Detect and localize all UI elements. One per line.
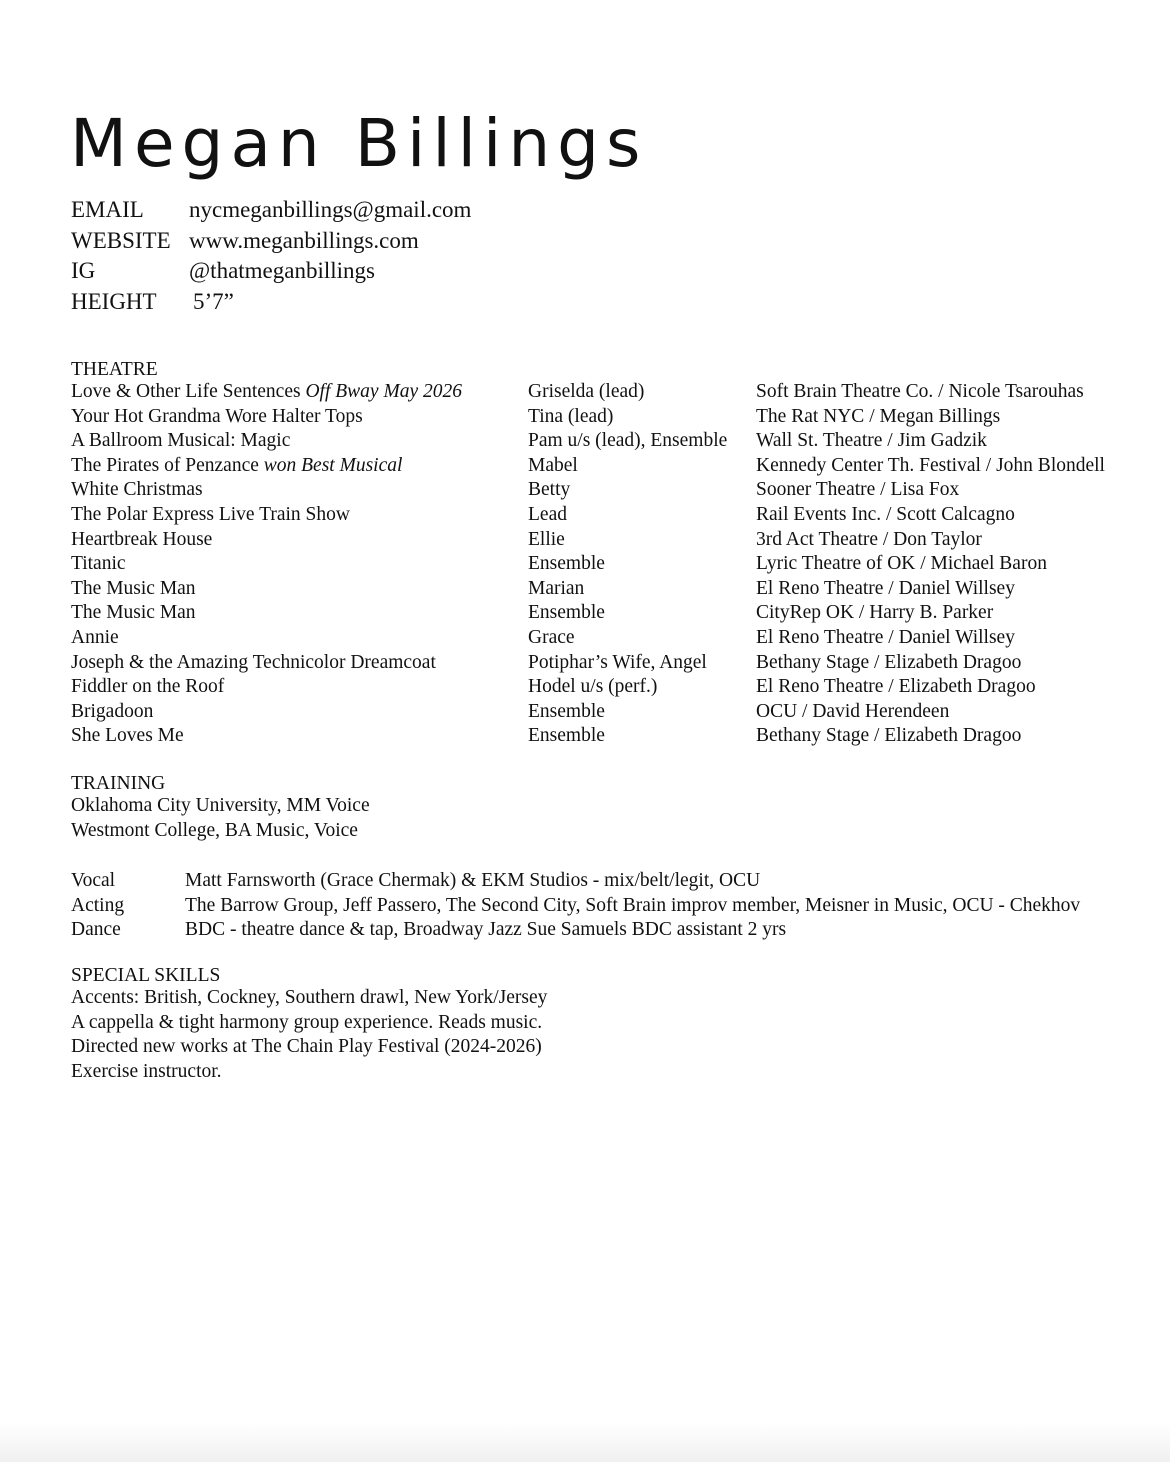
credit-row [71, 552, 1047, 577]
instagram-value: @thatmeganbillings [189, 258, 375, 283]
credit-role: Ensemble [528, 700, 605, 722]
credit-company: Bethany Stage / Elizabeth Dragoo [756, 651, 1022, 673]
credit-title [71, 478, 203, 503]
credit-row [71, 478, 960, 503]
credit-role: Lead [528, 503, 567, 525]
credit-show: Brigadoon [71, 700, 154, 722]
credit-show: Love & Other Life Sentences [71, 381, 306, 402]
theatre-credits-list [71, 380, 1105, 749]
credit-show: The Pirates of Penzance [71, 454, 264, 476]
credit-company: OCU / David Herendeen [756, 700, 950, 722]
credit-role: Tina (lead) [528, 405, 614, 427]
credit-row [71, 675, 1036, 700]
credit-title [71, 626, 119, 651]
credit-company: CityRep OK / Harry B. Parker [756, 602, 994, 624]
degree-item: Westmont College, BA Music, Voice [71, 819, 358, 841]
training-text: BDC - theatre dance & tap, Broadway Jazz Sue Samuels BDC assistant 2 yrs [185, 919, 787, 940]
credit-role: Mabel [528, 454, 578, 476]
training-heading: TRAINING [71, 773, 166, 794]
credit-row [71, 724, 1022, 749]
credit-row [71, 405, 1001, 430]
credit-show: Annie [71, 626, 119, 648]
credit-show: The Music Man [71, 577, 196, 599]
credit-show: Titanic [71, 553, 126, 575]
credit-role: Marian [528, 577, 585, 599]
credit-company: Sooner Theatre / Lisa Fox [756, 479, 960, 501]
contact-email [71, 195, 471, 226]
credit-company: 3rd Act Theatre / Don Taylor [756, 528, 982, 550]
credit-role: Ensemble [528, 725, 605, 747]
credit-show: The Polar Express Live Train Show [71, 503, 350, 525]
page-bottom-shadow [0, 1422, 1170, 1462]
credit-role: Ellie [528, 528, 565, 550]
credit-company: Soft Brain Theatre Co. / Nicole Tsarouhas [756, 381, 1084, 402]
credit-row [71, 601, 994, 626]
email-value: nycmeganbillings@gmail.com [189, 197, 472, 222]
contact-info [71, 195, 471, 317]
credit-show: Your Hot Grandma Wore Halter Tops [71, 405, 363, 427]
credit-company: Lyric Theatre of OK / Michael Baron [756, 553, 1047, 575]
credit-row [71, 454, 1105, 479]
credit-role: Ensemble [528, 602, 605, 624]
credit-show: A Ballroom Musical: Magic [71, 430, 291, 452]
credit-title [71, 528, 212, 553]
credit-title [71, 601, 196, 626]
credit-row [71, 528, 982, 553]
theatre-section [71, 359, 1105, 749]
height-label: HEIGHT [71, 288, 157, 314]
credit-company: Wall St. Theatre / Jim Gadzik [756, 430, 987, 452]
credit-title [71, 380, 462, 405]
credit-company: El Reno Theatre / Daniel Willsey [756, 626, 1015, 648]
credit-title [71, 405, 363, 430]
theatre-heading: THEATRE [71, 359, 158, 380]
training-label: Acting [71, 894, 125, 916]
credit-row [71, 626, 1015, 651]
credit-row [71, 429, 987, 454]
credit-show: Fiddler on the Roof [71, 676, 225, 698]
degree-item: Oklahoma City University, MM Voice [71, 795, 370, 816]
website-value: www.meganbillings.com [189, 227, 419, 253]
credit-company: Rail Events Inc. / Scott Calcagno [756, 503, 1015, 525]
credit-note: Off Bway May 2026 [305, 381, 462, 402]
credit-company: Kennedy Center Th. Festival / John Blondell [756, 454, 1105, 476]
credit-title [71, 503, 350, 528]
training-text: Matt Farnsworth (Grace Chermak) & EKM Studios - mix/belt/legit, OCU [185, 870, 761, 891]
credit-row [71, 577, 1015, 602]
instagram-label: IG [71, 258, 96, 283]
credit-title [71, 552, 126, 577]
credit-title [71, 651, 436, 676]
credit-role: Grace [528, 626, 575, 648]
skill-item: A cappella & tight harmony group experience. Reads music. [71, 1011, 543, 1033]
special-skills-heading: SPECIAL SKILLS [71, 965, 221, 986]
credit-role: Betty [528, 479, 571, 501]
training-section [71, 773, 370, 843]
resume-name: Megan Billings [70, 105, 648, 182]
credit-show: White Christmas [71, 479, 203, 501]
credit-title [71, 454, 402, 479]
contact-height [71, 287, 471, 318]
credit-title [71, 577, 196, 602]
skill-item: Exercise instructor. [71, 1060, 222, 1082]
credit-show: She Loves Me [71, 725, 184, 747]
credit-company: El Reno Theatre / Elizabeth Dragoo [756, 676, 1036, 698]
contact-website [71, 226, 471, 257]
website-label: WEBSITE [71, 227, 171, 253]
credit-row [71, 651, 1022, 676]
credit-role: Pam u/s (lead), Ensemble [528, 430, 728, 452]
training-label: Vocal [71, 870, 116, 891]
credit-row [71, 503, 1015, 528]
credit-title [71, 675, 224, 700]
credit-role: Hodel u/s (perf.) [528, 676, 658, 698]
email-label: EMAIL [71, 197, 144, 222]
skill-item: Directed new works at The Chain Play Festival (2024-2026) [71, 1036, 542, 1058]
credit-role: Potiphar’s Wife, Angel [528, 651, 707, 673]
credit-role: Ensemble [528, 553, 605, 575]
credit-title [71, 429, 290, 454]
credit-company: The Rat NYC / Megan Billings [756, 405, 1001, 427]
credit-role: Griselda (lead) [528, 381, 645, 402]
credit-show: The Music Man [71, 602, 196, 624]
credit-row [71, 700, 950, 725]
contact-instagram [71, 256, 471, 287]
credit-row [71, 380, 1084, 405]
credit-show: Heartbreak House [71, 528, 213, 550]
special-skills-section [71, 965, 547, 1084]
credit-note: won Best Musical [263, 454, 403, 476]
height-value: 5’7” [193, 288, 234, 314]
credit-title [71, 724, 184, 749]
credit-show: Joseph & the Amazing Technicolor Dreamcoat [71, 651, 436, 673]
credit-company: El Reno Theatre / Daniel Willsey [756, 577, 1015, 599]
skill-item: Accents: British, Cockney, Southern drawl, New York/Jersey [71, 987, 548, 1008]
training-label: Dance [71, 919, 121, 940]
training-text: The Barrow Group, Jeff Passero, The Second City, Soft Brain improv member, Meisner in Music, OCU - Chekhov [185, 894, 1081, 916]
credit-title [71, 700, 153, 725]
credit-company: Bethany Stage / Elizabeth Dragoo [756, 725, 1022, 747]
